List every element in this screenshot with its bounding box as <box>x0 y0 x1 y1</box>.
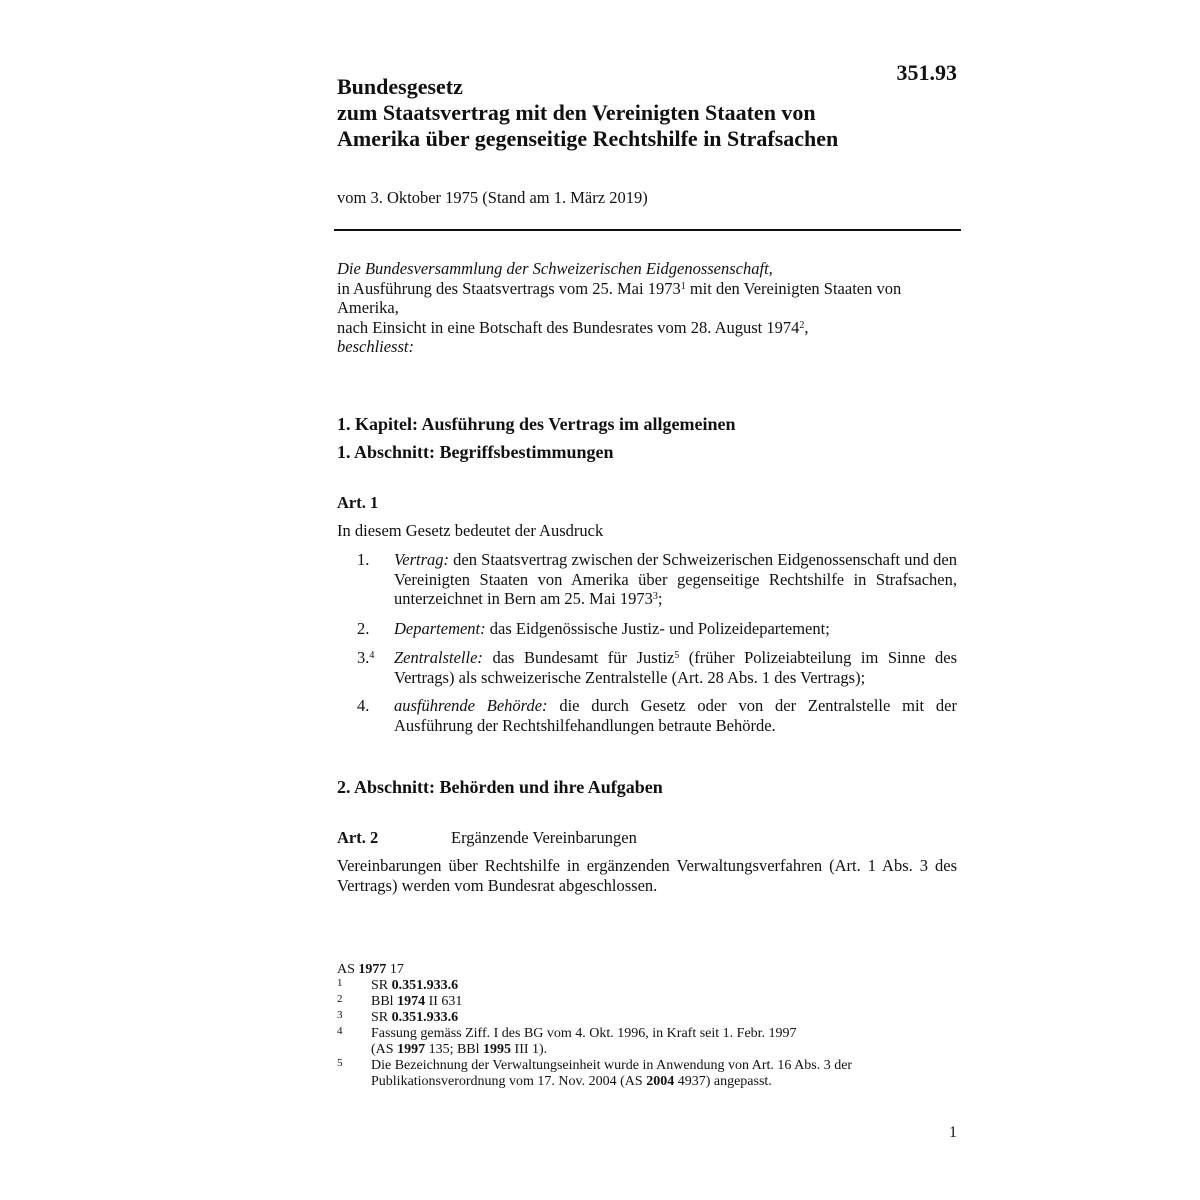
title-line-3: Amerika über gegenseitige Rechtshilfe in Strafsachen <box>337 126 839 151</box>
footnote-text: (AS <box>371 1042 398 1057</box>
item-number-text: 3. <box>357 648 370 667</box>
title-line-1: Bundesgesetz <box>337 74 463 99</box>
footnote-text: Fassung gemäss Ziff. I des BG vom 4. Okt. 1996, in Kraft seit 1. Febr. 1997 <box>371 1026 797 1041</box>
page-number: 1 <box>949 1124 957 1141</box>
list-item <box>337 696 957 735</box>
footnote-text: II 631 <box>425 994 463 1009</box>
as-page: 17 <box>386 962 404 977</box>
official-collection-ref <box>337 962 957 978</box>
section-heading-2: 2. Abschnitt: Behörden und ihre Aufgaben <box>337 777 663 797</box>
item-number: 2. <box>357 619 370 638</box>
preamble-line-2 <box>337 279 957 318</box>
article-1-intro: In diesem Gesetz bedeutet der Ausdruck <box>337 521 604 540</box>
footnote-text: Die Bezeichnung der Verwaltungseinheit wurde in Anwendung von Art. 16 Abs. 3 der <box>371 1058 853 1073</box>
footnote-text-bold: 0.351.933.6 <box>391 978 459 993</box>
footnote-number: 1 <box>337 977 343 989</box>
article-1-label: Art. 1 <box>337 493 379 512</box>
footnote-text-bold: 1974 <box>397 994 426 1009</box>
preamble-text: mit den Vereinigten Staaten von Amerika, <box>337 278 902 317</box>
preamble-text: nach Einsicht in eine Botschaft des Bundesrates vom 28. August 1974 <box>337 317 800 337</box>
footnote-text-bold: 1997 <box>397 1042 426 1057</box>
item-term: Vertrag: <box>394 550 449 569</box>
footnote-text: Publikationsverordnung vom 17. Nov. 2004 (AS <box>371 1074 647 1089</box>
item-number: 1. <box>357 550 370 569</box>
footnotes <box>337 962 957 1090</box>
footnote-text: SR <box>371 1010 392 1025</box>
footnote-number: 5 <box>337 1057 343 1069</box>
item-text: das Bundesamt für Justiz <box>482 648 675 667</box>
footnote-ref-3[interactable]: 3 <box>652 591 658 602</box>
item-text: den Staatsvertrag zwischen der Schweizerischen Eidgenossenschaft und den Vereinigten Staaten von Amerika über gegenseitige Rechtshilfe in Strafsachen, unterzeichnet in Bern am 25. Mai 1973 <box>394 550 957 608</box>
footnote-text-bold: 0.351.933.6 <box>391 1010 459 1025</box>
footnote-text: 4937) angepasst. <box>674 1074 772 1089</box>
item-text: (früher Polizeiabteilung im Sinne des Vertrags) als schweizerische Zentralstelle (Art. 28 Abs. 1 des Vertrags); <box>394 648 958 687</box>
section-heading-1: 1. Abschnitt: Begriffsbestimmungen <box>337 442 614 462</box>
item-number <box>357 648 374 668</box>
list-item <box>337 550 957 609</box>
law-title <box>337 74 957 152</box>
footnote-text: SR <box>371 978 392 993</box>
footnote-4 <box>337 1026 957 1058</box>
footnote-text-bold: 2004 <box>646 1074 675 1089</box>
sr-number: 351.93 <box>896 60 957 85</box>
preamble-line-1: Die Bundesversammlung der Schweizerischen Eidgenossenschaft, <box>337 259 773 278</box>
item-number: 4. <box>357 696 370 715</box>
item-term: Departement: <box>394 619 486 638</box>
title-line-2: zum Staatsvertrag mit den Vereinigten Staaten von <box>337 100 816 125</box>
footnote-text: 135; BBl <box>425 1042 484 1057</box>
footnote-text: III 1). <box>511 1042 548 1057</box>
footnote-3 <box>337 1010 957 1026</box>
preamble <box>337 259 957 357</box>
item-term: Zentralstelle: <box>394 648 483 667</box>
chapter-heading: 1. Kapitel: Ausführung des Vertrags im allgemeinen <box>337 414 736 434</box>
list-item <box>337 648 957 687</box>
footnote-1 <box>337 978 957 994</box>
footnote-ref-1[interactable]: 1 <box>680 280 686 292</box>
article-2-text: Vereinbarungen über Rechtshilfe in ergänzenden Verwaltungsverfahren (Art. 1 Abs. 3 des Vertrags) werden vom Bundesrat abgeschlossen. <box>337 856 957 895</box>
item-term: ausführende Behörde: <box>394 696 548 715</box>
footnote-ref-5[interactable]: 5 <box>674 650 680 661</box>
as-year: 1977 <box>358 962 387 977</box>
item-text: ; <box>657 589 663 608</box>
date-line: vom 3. Oktober 1975 (Stand am 1. März 2019) <box>337 188 648 207</box>
footnote-5 <box>337 1058 957 1090</box>
as-prefix: AS <box>337 962 359 977</box>
footnote-number: 3 <box>337 1009 343 1021</box>
preamble-line-3 <box>337 318 957 338</box>
item-text: das Eidgenössische Justiz- und Polizeidepartement; <box>485 619 830 638</box>
item-text: die durch Gesetz oder von der Zentralstelle mit der Ausführung der Rechtshilfehandlungen betraute Behörde. <box>394 696 957 735</box>
footnote-ref-2[interactable]: 2 <box>799 319 805 331</box>
footnote-number: 4 <box>337 1025 343 1037</box>
article-2-label: Art. 2 <box>337 828 379 847</box>
list-item <box>337 619 957 639</box>
article-2-title: Ergänzende Vereinbarungen <box>451 828 637 847</box>
footnote-text-bold: 1995 <box>483 1042 512 1057</box>
footnote-number: 2 <box>337 993 343 1005</box>
preamble-line-4: beschliesst: <box>337 337 414 356</box>
preamble-text: , <box>804 317 809 337</box>
footnote-ref-4[interactable]: 4 <box>369 650 375 661</box>
footnote-text: BBl <box>371 994 398 1009</box>
title-divider <box>334 229 961 231</box>
footnote-2 <box>337 994 957 1010</box>
preamble-text: in Ausführung des Staatsvertrags vom 25. Mai 1973 <box>337 278 681 298</box>
